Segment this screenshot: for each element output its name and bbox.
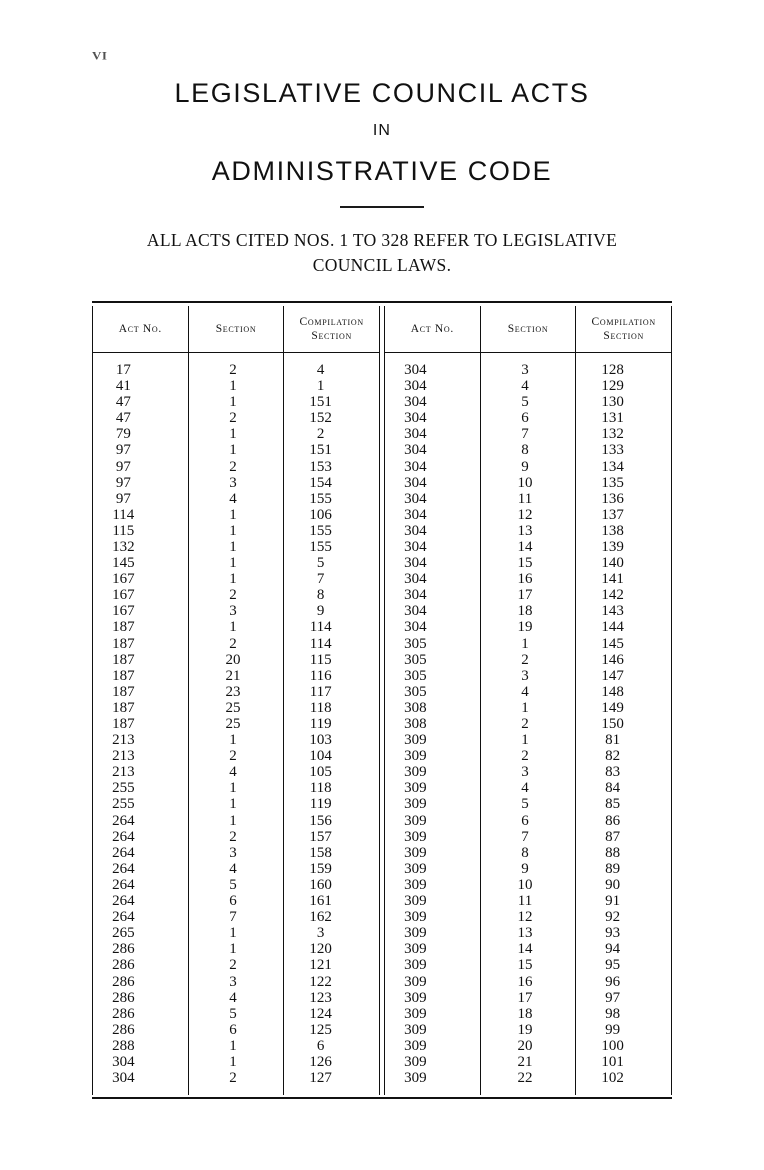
- table-cell: 9: [521, 458, 529, 475]
- table-cell: 309: [404, 893, 427, 910]
- table-cell: 304: [404, 394, 427, 411]
- table-cell: 11: [517, 893, 533, 910]
- table-cell: 7: [229, 909, 237, 926]
- table-cell: 167: [112, 587, 135, 604]
- table-cell: 118: [309, 699, 332, 716]
- table-cell: 304: [404, 426, 427, 443]
- column-header-section-right: Section: [480, 306, 576, 352]
- table-cell: 119: [309, 796, 332, 813]
- table-cell: 17: [115, 361, 131, 378]
- table-cell: 2: [316, 426, 325, 443]
- table-cell: 6: [521, 812, 529, 829]
- table-cell: 264: [112, 812, 135, 829]
- table-cell: 122: [309, 973, 332, 990]
- table-cell: 6: [521, 410, 529, 427]
- table-cell: 3: [229, 973, 237, 990]
- table-cell: 187: [112, 667, 135, 684]
- table-cell: 18: [517, 603, 533, 620]
- table-cell: 1: [229, 732, 237, 749]
- table-cell: 103: [309, 732, 332, 749]
- table-cell: 2: [229, 410, 237, 427]
- table-cell: 167: [112, 603, 135, 620]
- table-cell: 117: [309, 683, 332, 700]
- table-cell: 99: [605, 1021, 621, 1038]
- table-cell: 120: [309, 941, 332, 958]
- table-cell: 101: [601, 1053, 624, 1070]
- table-cell: 286: [112, 989, 135, 1006]
- table-cell: 1: [229, 619, 237, 636]
- table-cell: 264: [112, 909, 135, 926]
- table-cell: 153: [309, 458, 332, 475]
- table-cell: 4: [521, 780, 529, 797]
- table-cell: 309: [404, 957, 427, 974]
- table-header-row-right: [385, 306, 671, 353]
- table-cell: 81: [605, 732, 621, 749]
- table-cell: 7: [521, 828, 529, 845]
- table-cell: 47: [115, 410, 131, 427]
- column-header-act-no-right: Act No.: [410, 322, 454, 335]
- table-cell: 152: [309, 410, 332, 427]
- table-cell: 308: [404, 716, 427, 733]
- table-cell: 83: [605, 764, 621, 781]
- table-cell: 309: [404, 844, 427, 861]
- table-cell: 288: [112, 1037, 135, 1054]
- table-cell: 124: [309, 1005, 332, 1022]
- table-cell: 92: [605, 909, 621, 926]
- table-cell: 309: [404, 989, 427, 1006]
- table-cell: 304: [404, 361, 427, 378]
- table-cell: 309: [404, 1021, 427, 1038]
- table-cell: 23: [225, 683, 241, 700]
- table-cell: 17: [517, 989, 533, 1006]
- table-cell: 10: [517, 876, 533, 893]
- table-cell: 95: [605, 957, 621, 974]
- table-cell: 9: [316, 603, 325, 620]
- table-cell: 98: [605, 1005, 621, 1022]
- table-cell: 187: [112, 619, 135, 636]
- table-cell: 309: [404, 796, 427, 813]
- table-cell: 115: [309, 651, 332, 668]
- table-cell: 138: [601, 522, 624, 539]
- table-cell: 144: [601, 619, 624, 636]
- table-cell: 255: [112, 780, 135, 797]
- table-cell: 11: [517, 490, 533, 507]
- table-cell: 2: [229, 828, 237, 845]
- table-cell: 1: [229, 426, 237, 443]
- table-cell: 3: [521, 361, 529, 378]
- table-cell: 7: [521, 426, 529, 443]
- table-cell: 16: [517, 571, 533, 588]
- table-cell: 25: [225, 716, 241, 733]
- table-cell: 286: [112, 1005, 135, 1022]
- table-cell: 139: [601, 538, 624, 555]
- table-cell: 304: [404, 522, 427, 539]
- table-cell: 149: [601, 699, 624, 716]
- table-cell: 21: [225, 667, 241, 684]
- table-cell: 131: [601, 410, 624, 427]
- table-cell: 187: [112, 716, 135, 733]
- table-cell: 1: [229, 796, 237, 813]
- citation-note: [0, 228, 764, 278]
- table-cell: 97: [115, 458, 131, 475]
- table-cell: 304: [404, 474, 427, 491]
- table-cell: 47: [115, 394, 131, 411]
- table-cell: 1: [229, 780, 237, 797]
- table-cell: 2: [521, 748, 529, 765]
- table-cell: 1: [229, 442, 237, 459]
- table-cell: 18: [517, 1005, 533, 1022]
- table-cell: 304: [404, 571, 427, 588]
- table-cell: 134: [601, 458, 624, 475]
- table-cell: 255: [112, 796, 135, 813]
- table-cell: 97: [115, 490, 131, 507]
- table-cell: 305: [404, 651, 427, 668]
- table-cell: 8: [521, 442, 529, 459]
- table-cell: 14: [517, 538, 533, 555]
- table-cell: 12: [517, 909, 533, 926]
- table-cell: 13: [517, 925, 533, 942]
- table-cell: 121: [309, 957, 332, 974]
- table-cell: 304: [404, 490, 427, 507]
- table-cell: 305: [404, 683, 427, 700]
- table-cell: 15: [517, 555, 533, 572]
- table-cell: 308: [404, 699, 427, 716]
- column-section-right: [480, 353, 576, 1095]
- table-cell: 5: [229, 876, 237, 893]
- table-cell: 5: [521, 796, 529, 813]
- table-cell: 151: [309, 394, 332, 411]
- table-cell: 145: [601, 635, 624, 652]
- table-cell: 213: [112, 764, 135, 781]
- table-cell: 3: [229, 603, 237, 620]
- table-cell: 89: [605, 860, 621, 877]
- table-cell: 2: [229, 1070, 237, 1087]
- table-cell: 137: [601, 506, 624, 523]
- table-cell: 309: [404, 812, 427, 829]
- table-cell: 10: [517, 474, 533, 491]
- table-cell: 133: [601, 442, 624, 459]
- table-cell: 2: [229, 957, 237, 974]
- table-cell: 162: [309, 909, 332, 926]
- table-cell: 1: [521, 635, 529, 652]
- table-cell: 8: [521, 844, 529, 861]
- table-cell: 146: [601, 651, 624, 668]
- table-cell: 14: [517, 941, 533, 958]
- table-cell: 309: [404, 925, 427, 942]
- table-cell: 6: [229, 893, 237, 910]
- table-cell: 309: [404, 780, 427, 797]
- table-cell: 1: [316, 378, 325, 395]
- table-cell: 13: [517, 522, 533, 539]
- table-cell: 4: [229, 989, 237, 1006]
- table-cell: 161: [309, 893, 332, 910]
- table-cell: 90: [605, 876, 621, 893]
- table-cell: 309: [404, 1037, 427, 1054]
- table-cell: 309: [404, 1005, 427, 1022]
- table-cell: 305: [404, 667, 427, 684]
- table-cell: 156: [309, 812, 332, 829]
- table-cell: 132: [601, 426, 624, 443]
- table-cell: 86: [605, 812, 621, 829]
- table-cell: 305: [404, 635, 427, 652]
- table-cell: 304: [404, 603, 427, 620]
- table-cell: 19: [517, 619, 533, 636]
- table-cell: 143: [601, 603, 624, 620]
- table-cell: 157: [309, 828, 332, 845]
- table-cell: 106: [309, 506, 332, 523]
- table-cell: 135: [601, 474, 624, 491]
- table-cell: 309: [404, 1053, 427, 1070]
- table-cell: 264: [112, 828, 135, 845]
- table-cell: 2: [229, 635, 237, 652]
- table-cell: 309: [404, 764, 427, 781]
- table-cell: 1: [229, 522, 237, 539]
- column-header-compilation-section: Compilation Section: [283, 306, 379, 352]
- table-cell: 304: [112, 1070, 135, 1087]
- column-section-left: [188, 353, 284, 1095]
- table-cell: 17: [517, 587, 533, 604]
- table-cell: 264: [112, 860, 135, 877]
- table-cell: 304: [404, 378, 427, 395]
- column-header-act-no: Act No.: [118, 322, 162, 335]
- acts-table-inner: [92, 306, 672, 1095]
- table-cell: 2: [229, 587, 237, 604]
- table-cell: 2: [521, 651, 529, 668]
- table-cell: 91: [605, 893, 621, 910]
- table-cell: 264: [112, 844, 135, 861]
- table-cell: 1: [229, 571, 237, 588]
- table-cell: 309: [404, 941, 427, 958]
- table-cell: 304: [404, 538, 427, 555]
- page-subtitle: ADMINISTRATIVE CODE: [211, 156, 553, 187]
- table-cell: 5: [316, 555, 325, 572]
- table-cell: 136: [601, 490, 624, 507]
- table-cell: 141: [601, 571, 624, 588]
- table-cell: 286: [112, 1021, 135, 1038]
- table-cell: 8: [316, 587, 325, 604]
- table-cell: 187: [112, 635, 135, 652]
- table-cell: 160: [309, 876, 332, 893]
- table-cell: 155: [309, 490, 332, 507]
- table-cell: 158: [309, 844, 332, 861]
- table-cell: 19: [517, 1021, 533, 1038]
- table-cell: 88: [605, 844, 621, 861]
- column-compilation-section-right: [575, 353, 671, 1095]
- table-cell: 155: [309, 522, 332, 539]
- table-cell: 309: [404, 828, 427, 845]
- acts-table: [92, 301, 672, 1099]
- table-cell: 1: [229, 538, 237, 555]
- table-cell: 1: [521, 732, 529, 749]
- table-cell: 2: [229, 361, 237, 378]
- table-cell: 2: [229, 748, 237, 765]
- table-cell: 6: [316, 1037, 325, 1054]
- column-act-no-left: [93, 353, 188, 1095]
- table-cell: 3: [521, 764, 529, 781]
- table-cell: 4: [229, 764, 237, 781]
- table-cell: 304: [112, 1053, 135, 1070]
- table-cell: 5: [229, 1005, 237, 1022]
- table-cell: 154: [309, 474, 332, 491]
- table-cell: 127: [309, 1070, 332, 1087]
- table-cell: 97: [605, 989, 621, 1006]
- table-cell: 85: [605, 796, 621, 813]
- table-cell: 15: [517, 957, 533, 974]
- table-cell: 187: [112, 699, 135, 716]
- page-corner-mark: VI: [92, 48, 108, 63]
- table-cell: 114: [309, 635, 332, 652]
- table-cell: 213: [112, 748, 135, 765]
- table-cell: 2: [229, 458, 237, 475]
- table-cell: 3: [229, 844, 237, 861]
- table-cell: 142: [601, 587, 624, 604]
- table-cell: 21: [517, 1053, 533, 1070]
- table-cell: 96: [605, 973, 621, 990]
- table-cell: 265: [112, 925, 135, 942]
- title-divider-rule: [340, 206, 424, 208]
- table-cell: 286: [112, 957, 135, 974]
- table-cell: 123: [309, 989, 332, 1006]
- table-cell: 1: [229, 925, 237, 942]
- table-cell: 87: [605, 828, 621, 845]
- table-cell: 20: [517, 1037, 533, 1054]
- page-title: LEGISLATIVE COUNCIL ACTS: [174, 78, 590, 108]
- table-cell: 116: [309, 667, 332, 684]
- table-cell: 309: [404, 860, 427, 877]
- table-cell: 1: [229, 378, 237, 395]
- table-cell: 309: [404, 876, 427, 893]
- table-cell: 84: [605, 780, 621, 797]
- table-cell: 2: [521, 716, 529, 733]
- citation-note-line-1: ALL ACTS CITED NOS. 1 TO 328 REFER TO LEGISLATIVE: [146, 230, 618, 251]
- table-cell: 102: [601, 1070, 624, 1087]
- table-cell: 264: [112, 876, 135, 893]
- table-cell: 4: [521, 683, 529, 700]
- table-cell: 129: [601, 378, 624, 395]
- acts-table-right-half: [385, 306, 671, 1095]
- table-cell: 159: [309, 860, 332, 877]
- table-cell: 151: [309, 442, 332, 459]
- table-cell: 4: [229, 490, 237, 507]
- table-cell: 4: [316, 361, 325, 378]
- table-cell: 1: [229, 941, 237, 958]
- table-cell: 304: [404, 506, 427, 523]
- table-cell: 16: [517, 973, 533, 990]
- table-cell: 148: [601, 683, 624, 700]
- title-block: [0, 0, 764, 278]
- table-cell: 1: [521, 699, 529, 716]
- table-cell: 97: [115, 442, 131, 459]
- table-cell: 82: [605, 748, 621, 765]
- table-cell: 7: [316, 571, 325, 588]
- table-cell: 1: [229, 812, 237, 829]
- table-cell: 304: [404, 619, 427, 636]
- table-cell: 9: [521, 860, 529, 877]
- table-cell: 286: [112, 941, 135, 958]
- table-cell: 147: [601, 667, 624, 684]
- table-cell: 304: [404, 555, 427, 572]
- table-cell: 309: [404, 748, 427, 765]
- table-cell: 41: [115, 378, 131, 395]
- table-cell: 125: [309, 1021, 332, 1038]
- table-cell: 3: [316, 925, 325, 942]
- table-cell: 25: [225, 699, 241, 716]
- table-cell: 22: [517, 1070, 533, 1087]
- table-cell: 94: [605, 941, 621, 958]
- title-connector: IN: [372, 122, 392, 140]
- table-cell: 20: [225, 651, 241, 668]
- table-cell: 128: [601, 361, 624, 378]
- table-cell: 93: [605, 925, 621, 942]
- table-cell: 145: [112, 555, 135, 572]
- table-cell: 1: [229, 506, 237, 523]
- table-cell: 304: [404, 587, 427, 604]
- table-cell: 114: [309, 619, 332, 636]
- table-cell: 309: [404, 1070, 427, 1087]
- table-cell: 150: [601, 716, 624, 733]
- table-cell: 140: [601, 555, 624, 572]
- table-cell: 264: [112, 893, 135, 910]
- table-cell: 286: [112, 973, 135, 990]
- table-cell: 115: [112, 522, 135, 539]
- table-cell: 1: [229, 1053, 237, 1070]
- table-cell: 167: [112, 571, 135, 588]
- table-body-right: [385, 353, 671, 1095]
- column-header-compilation-section-right: Compilation Section: [575, 306, 671, 352]
- column-header-section: Section: [188, 306, 284, 352]
- table-cell: 132: [112, 538, 135, 555]
- table-cell: 309: [404, 732, 427, 749]
- table-cell: 1: [229, 394, 237, 411]
- table-cell: 118: [309, 780, 332, 797]
- acts-table-left-half: [93, 306, 379, 1095]
- citation-note-line-2: COUNCIL LAWS.: [312, 255, 452, 276]
- table-cell: 304: [404, 458, 427, 475]
- table-cell: 309: [404, 909, 427, 926]
- table-cell: 3: [229, 474, 237, 491]
- table-cell: 119: [309, 716, 332, 733]
- table-cell: 187: [112, 651, 135, 668]
- table-cell: 105: [309, 764, 332, 781]
- table-cell: 155: [309, 538, 332, 555]
- table-cell: 304: [404, 442, 427, 459]
- table-cell: 213: [112, 732, 135, 749]
- table-cell: 100: [601, 1037, 624, 1054]
- table-cell: 4: [229, 860, 237, 877]
- table-cell: 6: [229, 1021, 237, 1038]
- table-cell: 104: [309, 748, 332, 765]
- table-cell: 97: [115, 474, 131, 491]
- table-cell: 1: [229, 555, 237, 572]
- table-cell: 4: [521, 378, 529, 395]
- table-cell: 12: [517, 506, 533, 523]
- table-cell: 304: [404, 410, 427, 427]
- table-body-left: [93, 353, 379, 1095]
- table-cell: 3: [521, 667, 529, 684]
- table-cell: 79: [115, 426, 131, 443]
- column-act-no-right: [385, 353, 480, 1095]
- table-header-row-left: [93, 306, 379, 353]
- table-cell: 126: [309, 1053, 332, 1070]
- table-cell: 187: [112, 683, 135, 700]
- table-cell: 5: [521, 394, 529, 411]
- table-cell: 114: [112, 506, 135, 523]
- column-compilation-section-left: [283, 353, 379, 1095]
- table-cell: 130: [601, 394, 624, 411]
- table-cell: 1: [229, 1037, 237, 1054]
- table-cell: 309: [404, 973, 427, 990]
